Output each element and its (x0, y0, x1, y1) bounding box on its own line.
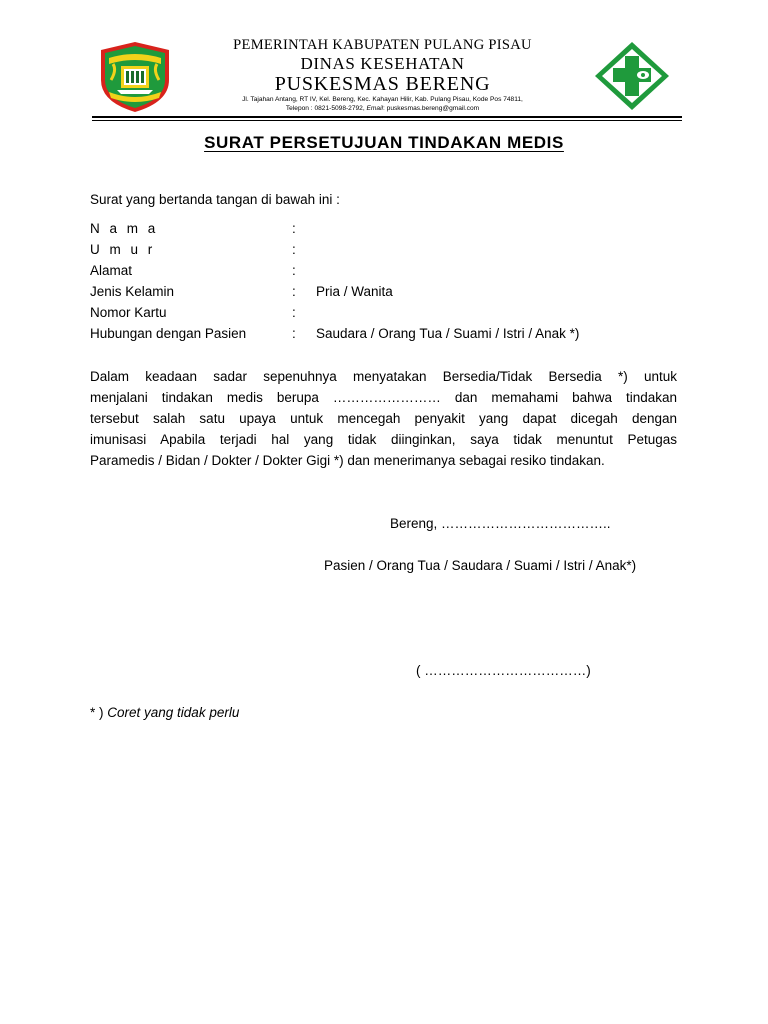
signature-line: ( ………………………………) (416, 663, 591, 678)
footnote (90, 703, 239, 723)
letterhead (190, 36, 575, 113)
regency-emblem-icon (95, 40, 175, 114)
letterhead-email: : puskesmas.bereng@gmail.com (383, 105, 480, 112)
letterhead-divider-thick (92, 116, 682, 118)
letterhead-phone: Telepon : 0821-5098-2792, (285, 105, 367, 112)
field-colon: : (292, 326, 296, 341)
document-title: SURAT PERSETUJUAN TINDAKAN MEDIS (204, 133, 564, 152)
paragraph-line: tersebut salah satu upaya untuk mencegah penyakit yang dapat dicegah dengan (90, 411, 677, 426)
field-colon: : (292, 242, 296, 257)
field-value-jenis-kelamin: Pria / Wanita (316, 284, 393, 299)
paragraph-line: imunisasi Apabila terjadi hal yang tidak diinginkan, saya tidak menuntut Petugas (90, 432, 677, 447)
paragraph-line: Paramedis / Bidan / Dokter / Dokter Gigi *) dan menerimanya sebagai resiko tindakan. (90, 453, 605, 468)
footnote-text: Coret yang tidak perlu (107, 705, 240, 720)
footnote-mark: * ) (90, 705, 108, 720)
field-label-hubungan: Hubungan dengan Pasien (90, 326, 247, 341)
field-colon: : (292, 305, 296, 320)
letterhead-address: Jl. Tajahan Antang, RT IV, Kel. Bereng, Kec. Kahayan Hilir, Kab. Pulang Pisau, Kode Pos 74811, (242, 96, 523, 103)
letterhead-contact (190, 104, 575, 113)
paragraph-line: Dalam keadaan sadar sepenuhnya menyatakan Bersedia/Tidak Bersedia *) untuk (90, 369, 677, 384)
puskesmas-logo-icon (593, 40, 671, 112)
consent-paragraph (90, 366, 677, 471)
field-value-hubungan: Saudara / Orang Tua / Suami / Istri / Anak *) (316, 326, 580, 341)
letterhead-email-label: Email (366, 105, 384, 112)
letterhead-institution: PUSKESMAS BERENG (274, 73, 491, 95)
field-colon: : (292, 263, 296, 278)
field-label-alamat: Alamat (90, 263, 133, 278)
field-label-nama: N a m a (90, 221, 159, 236)
letterhead-divider-thin (92, 120, 682, 121)
field-label-jenis-kelamin: Jenis Kelamin (90, 284, 175, 299)
field-label-umur: U m u r (90, 242, 156, 257)
place-date: Bereng, ……………………………….. (390, 516, 611, 531)
letterhead-department: DINAS KESEHATAN (300, 54, 465, 73)
signer-role: Pasien / Orang Tua / Saudara / Suami / Istri / Anak*) (324, 558, 637, 573)
field-colon: : (292, 284, 296, 299)
paragraph-line: menjalani tindakan medis berupa …………………… dan memahami bahwa tindakan (90, 390, 677, 405)
field-label-nomor-kartu: Nomor Kartu (90, 305, 167, 320)
intro-text: Surat yang bertanda tangan di bawah ini : (90, 192, 340, 207)
letterhead-government: PEMERINTAH KABUPATEN PULANG PISAU (233, 37, 532, 53)
field-colon: : (292, 221, 296, 236)
